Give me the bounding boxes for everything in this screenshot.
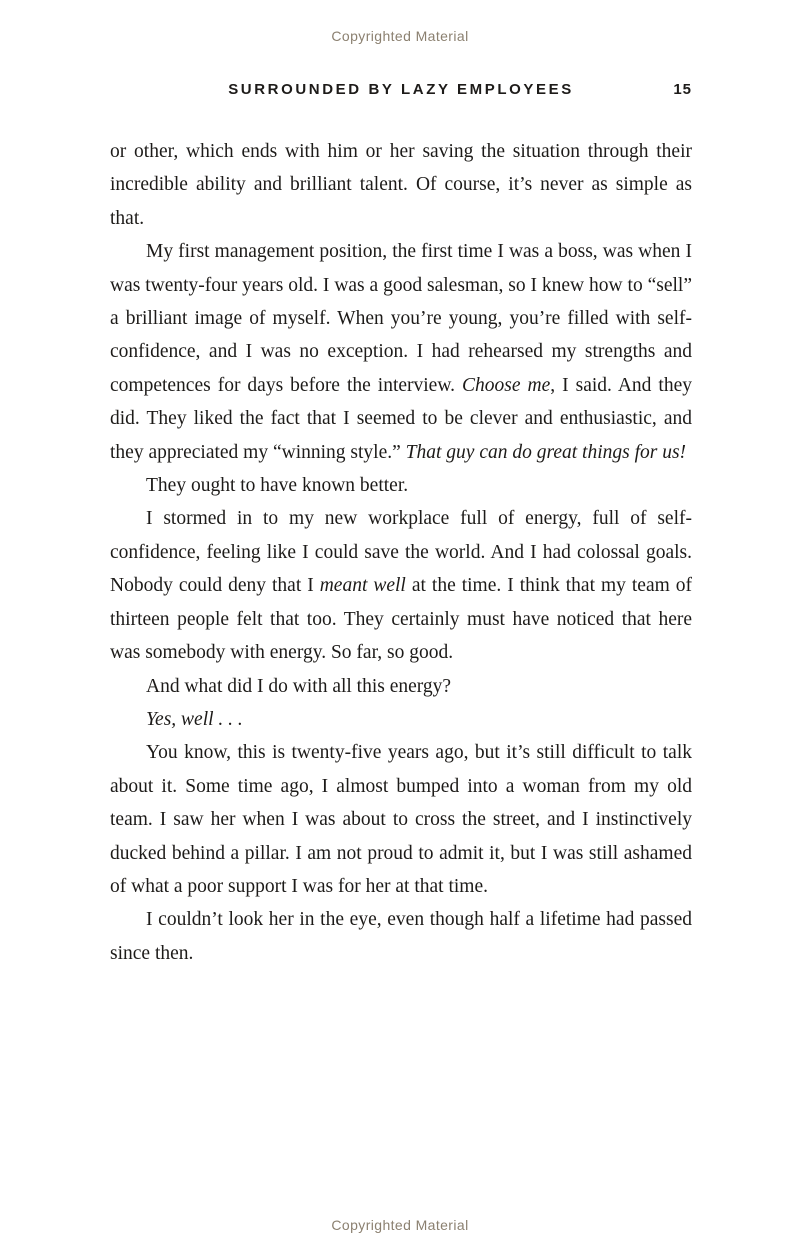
text-run: They ought to have known better. xyxy=(146,475,409,497)
running-title: SURROUNDED BY LAZY EMPLOYEES xyxy=(228,81,574,98)
text-run: , I said. And they did. They liked the fact that I seemed to be clever and enthusiastic, and they appreciated my “winning style.” xyxy=(110,374,692,463)
copyright-notice-top: Copyrighted Material xyxy=(331,28,469,44)
text-run: I stormed in to my new workplace full of energy, full of self-confidence, feeling like I could save the world. And I had colossal goals. Nobody could deny that I xyxy=(110,508,692,597)
paragraph xyxy=(110,736,692,903)
body-text xyxy=(110,135,692,970)
paragraph xyxy=(110,502,692,669)
text-run: I couldn’t look her in the eye, even though half a lifetime had passed since then. xyxy=(110,909,692,964)
italic-run: meant well xyxy=(319,575,406,597)
paragraph xyxy=(110,235,692,469)
page-number: 15 xyxy=(673,81,692,98)
paragraph xyxy=(110,135,692,235)
italic-run: Choose me xyxy=(462,374,551,396)
text-run: or other, which ends with him or her saving the situation through their incredible ability and brilliant talent. Of course, it’s never as simple as that. xyxy=(110,141,692,229)
copyright-notice-bottom: Copyrighted Material xyxy=(331,1217,469,1233)
text-run: My first management position, the first time I was a boss, was when I was twenty-four years old. I was a good salesman, so I knew how to “sell” a brilliant image of myself. When you’re young, you’re filled with self-confidence, and I was no exception. I had rehearsed my strengths and competences for days before the interview. xyxy=(110,241,692,396)
paragraph xyxy=(110,703,692,736)
italic-run: Yes, well . . . xyxy=(146,708,243,730)
text-run: You know, this is twenty-five years ago, but it’s still difficult to talk about it. Some time ago, I almost bumped into a woman from my old team. I saw her when I was about to cross the street, and I instinctively ducked behind a pillar. I am not proud to admit it, but I was still ashamed of what a poor support I was for her at that time. xyxy=(110,742,692,897)
italic-run: That guy can do great things for us! xyxy=(405,441,687,463)
page-header xyxy=(110,81,692,98)
paragraph xyxy=(110,670,692,703)
text-run: at the time. I think that my team of thirteen people felt that too. They certainly must have noticed that here was somebody with energy. So far, so good. xyxy=(110,575,693,664)
paragraph xyxy=(110,469,692,502)
text-run: And what did I do with all this energy? xyxy=(146,675,452,697)
paragraph xyxy=(110,903,692,970)
